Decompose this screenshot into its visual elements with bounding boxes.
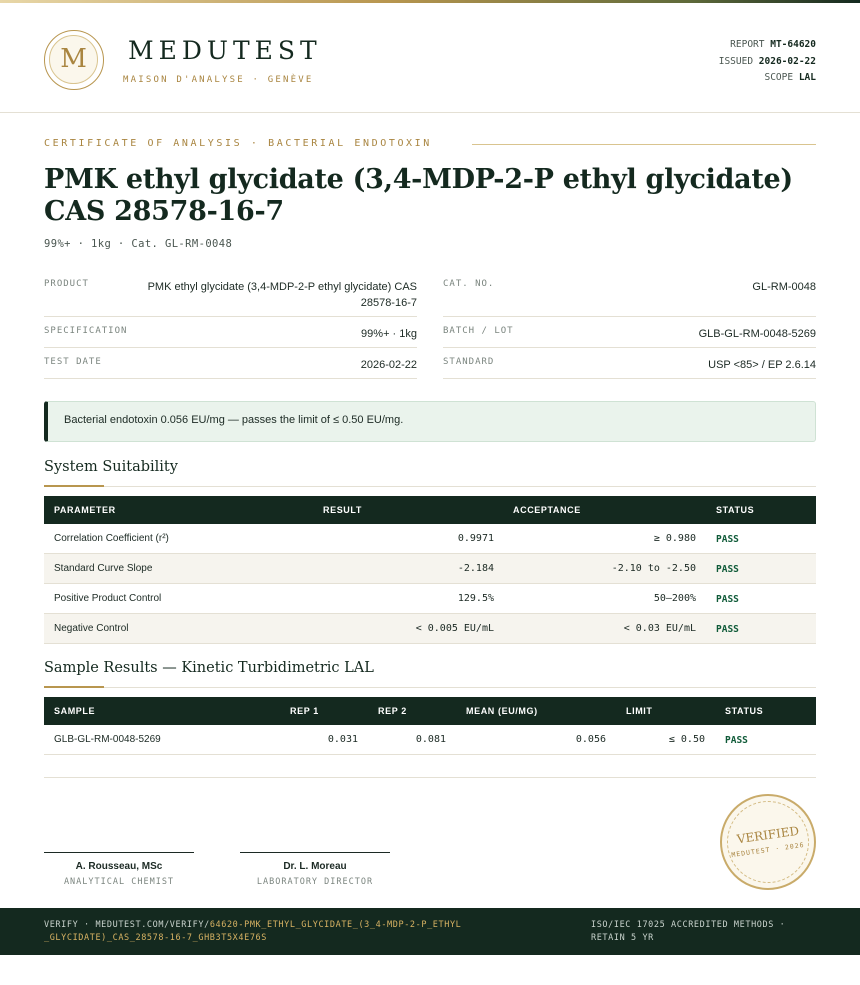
cell-parameter: Positive Product Control xyxy=(54,593,162,604)
product-title: PMK ethyl glycidate (3,4-MDP-2-P ethyl glycidate) CAS 28578-16-7 xyxy=(44,164,793,227)
cell-status-pass: PASS xyxy=(716,534,739,545)
sample-results-title: Sample Results — Kinetic Turbidimetric LAL xyxy=(44,660,374,676)
cell-result: < 0.005 EU/mL xyxy=(415,623,494,634)
detail-value: 99%+ · 1kg xyxy=(361,328,417,340)
detail-value: 2026-02-22 xyxy=(360,359,417,371)
eyebrow-text: CERTIFICATE OF ANALYSIS · BACTERIAL ENDOTOXIN xyxy=(44,138,432,149)
column-header-status: STATUS xyxy=(716,505,755,515)
detail-label: STANDARD xyxy=(443,357,495,367)
cell-parameter: Negative Control xyxy=(54,623,129,634)
table-header xyxy=(44,496,816,524)
verification-line xyxy=(44,919,464,945)
section-divider xyxy=(44,687,816,688)
product-subline: 99%+ · 1kg · Cat. GL-RM-0048 xyxy=(44,238,233,250)
detail-value: USP <85> / EP 2.6.14 xyxy=(708,359,816,371)
details-left-column xyxy=(44,270,417,379)
cell-sample: GLB-GL-RM-0048-5269 xyxy=(54,734,161,745)
column-header-rep2: REP 2 xyxy=(378,706,407,716)
column-header-acceptance: ACCEPTANCE xyxy=(513,505,581,515)
brand-tagline: MAISON D'ANALYSE · GENÈVE xyxy=(123,75,314,85)
detail-batch-lot xyxy=(443,317,816,348)
signature-role: ANALYTICAL CHEMIST xyxy=(63,877,175,887)
section-divider xyxy=(44,486,816,487)
column-header-status: STATUS xyxy=(725,706,764,716)
cell-result: 129.5% xyxy=(457,593,494,604)
system-suitability-title: System Suitability xyxy=(44,459,178,475)
column-header-sample: SAMPLE xyxy=(54,706,96,716)
cell-parameter: Standard Curve Slope xyxy=(54,563,153,574)
detail-value: PMK ethyl glycidate (3,4-MDP-2-P ethyl glycidate) CAS 28578-16-7 xyxy=(147,281,417,309)
detail-label: SPECIFICATION xyxy=(44,326,128,336)
stamp-verified-text: VERIFIED xyxy=(736,823,800,847)
section-accent xyxy=(44,686,104,688)
cell-status-pass: PASS xyxy=(716,624,739,635)
verify-prefix: VERIFY · MEDUTEST.COM/VERIFY/ xyxy=(44,920,210,930)
brand-seal-logo xyxy=(44,30,104,90)
cell-status-pass: PASS xyxy=(725,735,748,746)
report-header xyxy=(0,3,860,113)
signature-laboratory-director xyxy=(240,852,390,887)
signature-role: LABORATORY DIRECTOR xyxy=(256,877,374,887)
cell-acceptance: < 0.03 EU/mL xyxy=(623,623,696,634)
detail-label: TEST DATE xyxy=(44,357,102,367)
detail-standard xyxy=(443,348,816,379)
brand-name: MEDUTEST xyxy=(128,36,322,65)
system-suitability-table xyxy=(44,496,816,644)
cell-mean: 0.056 xyxy=(575,734,606,745)
table-row xyxy=(44,725,816,755)
certificate-eyebrow xyxy=(44,138,816,152)
brand-monogram: M xyxy=(49,35,98,84)
cell-status-pass: PASS xyxy=(716,594,739,605)
issued-label: ISSUED xyxy=(718,55,754,67)
detail-label: BATCH / LOT xyxy=(443,326,514,336)
report-meta xyxy=(719,37,816,87)
detail-label: PRODUCT xyxy=(44,279,89,289)
stamp-brand-year-text: MEDUTEST · 2026 xyxy=(730,840,806,860)
detail-value: GLB-GL-RM-0048-5269 xyxy=(698,328,816,340)
scope-row xyxy=(719,70,816,87)
cell-acceptance: -2.10 to -2.50 xyxy=(611,563,696,574)
column-header-limit: LIMIT xyxy=(626,706,653,716)
signature-name: A. Rousseau, MSc xyxy=(75,861,163,872)
column-header-result: RESULT xyxy=(323,505,362,515)
table-row xyxy=(44,524,816,554)
column-header-rep1: REP 1 xyxy=(290,706,319,716)
accreditation-note: ISO/IEC 17025 ACCREDITED METHODS · RETAIN 5 YR xyxy=(591,920,786,943)
sample-results-table xyxy=(44,697,816,755)
detail-test-date xyxy=(44,348,417,379)
detail-product xyxy=(44,270,417,317)
cell-acceptance: ≥ 0.980 xyxy=(653,533,696,544)
report-number-label: REPORT xyxy=(730,39,765,50)
cell-parameter: Correlation Coefficient (r²) xyxy=(54,533,169,544)
table-row xyxy=(44,554,816,584)
signature-analytical-chemist xyxy=(44,852,194,887)
eyebrow-divider xyxy=(472,144,816,145)
signature-name: Dr. L. Moreau xyxy=(283,861,347,872)
result-notice xyxy=(44,401,816,442)
details-right-column xyxy=(443,270,816,379)
detail-value: GL-RM-0048 xyxy=(752,281,816,293)
issued-value: 2026-02-22 xyxy=(758,55,816,67)
table-row xyxy=(44,614,816,644)
cell-status-pass: PASS xyxy=(716,564,739,575)
verify-link[interactable]: 64620-PMK_ETHYL_GLYCIDATE_(3_4-MDP-2-P_ETHYL_GLYCIDATE)_CAS_28578-16-7_GHB3T5X4E76S xyxy=(44,920,462,943)
cell-acceptance: 50–200% xyxy=(653,593,696,604)
report-number-value: MT-64620 xyxy=(770,39,816,50)
cell-result: 0.9971 xyxy=(457,533,494,544)
section-accent xyxy=(44,485,104,487)
cell-rep1: 0.031 xyxy=(327,734,358,745)
content-end-divider xyxy=(44,777,816,778)
page-footer xyxy=(0,908,860,955)
table-row xyxy=(44,584,816,614)
column-header-parameter: PARAMETER xyxy=(54,505,116,515)
report-number-row xyxy=(719,37,816,54)
cell-result: -2.184 xyxy=(457,563,494,574)
scope-label: SCOPE xyxy=(764,72,794,83)
column-header-mean: MEAN (EU/MG) xyxy=(466,706,538,716)
cell-rep2: 0.081 xyxy=(415,734,446,745)
cell-limit: ≤ 0.50 xyxy=(668,734,705,745)
scope-value: LAL xyxy=(798,72,816,83)
table-header xyxy=(44,697,816,725)
issued-row xyxy=(719,54,816,71)
detail-cat-no xyxy=(443,270,816,317)
detail-specification xyxy=(44,317,417,348)
detail-label: CAT. NO. xyxy=(443,279,495,289)
result-notice-text: Bacterial endotoxin 0.056 EU/mg — passes the limit of ≤ 0.50 EU/mg. xyxy=(64,414,404,426)
verified-stamp xyxy=(720,794,816,890)
